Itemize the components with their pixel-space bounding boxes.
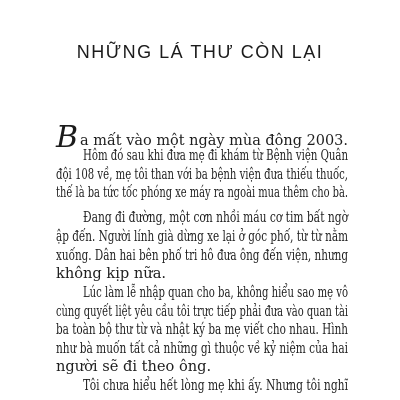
text-line: đội 108 về, mẹ tôi than với ba bệnh viện đưa thiếu thuốc, xyxy=(56,165,349,183)
text-line: người sẽ đi theo ông. xyxy=(56,358,212,376)
text-line: thế là ba tức tốc phóng xe máy ra ngoài mua thêm cho bà. xyxy=(56,184,349,202)
text-line: Tôi chưa hiểu hết lòng mẹ khi ấy. Nhưng tôi nghĩ xyxy=(83,377,348,394)
chapter-title: NHỮNG LÁ THƯ CÒN LẠI xyxy=(76,42,324,62)
text-line: như bà muốn tất cả những gì thuộc về kỷ niệm của hai xyxy=(56,339,349,357)
drop-cap: B xyxy=(56,120,79,155)
text-line: Đang đi đường, một cơn nhồi máu cơ tim bất ngờ xyxy=(83,209,349,227)
text-line: ba toàn bộ thư từ và nhật ký ba mẹ viết cho nhau. Hình xyxy=(56,321,349,339)
text-line: không kịp nữa. xyxy=(56,265,167,283)
text-line: cùng quyết liệt yêu cầu tôi trực tiếp phải đưa vào quan tài xyxy=(56,302,349,320)
text-line: Hôm đó sau khi đưa mẹ đi khám từ Bệnh viện Quân xyxy=(83,147,348,164)
text-line: Lúc làm lễ nhập quan cho ba, không hiểu sao mẹ vô xyxy=(83,283,349,301)
text-line: ập đến. Người lính già dừng xe lại ở góc phố, từ từ nằm xyxy=(56,228,348,245)
text-line: xuống. Dân hai bên phố tri hô đưa ông đến viện, nhưng xyxy=(56,246,349,264)
opening-line-text: a mất vào một ngày mùa đông 2003. xyxy=(80,132,348,149)
